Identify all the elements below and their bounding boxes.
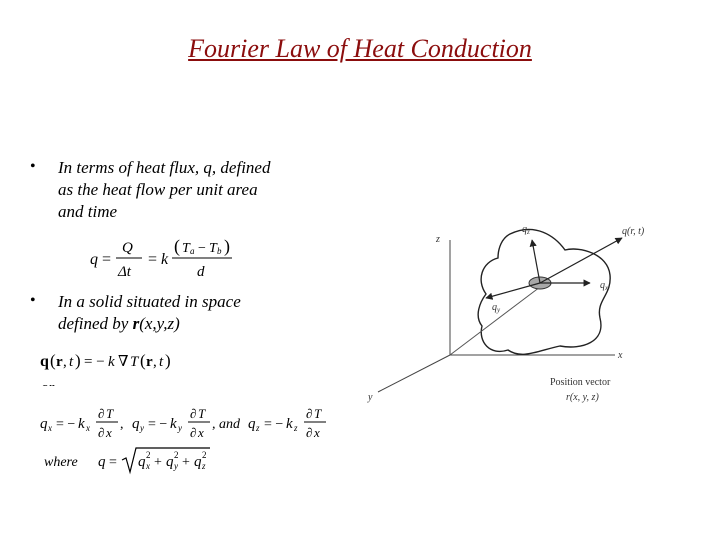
- bullet-1-text: [58, 157, 270, 223]
- svg-text:(: (: [140, 351, 146, 370]
- svg-text:q: q: [40, 416, 48, 432]
- svg-text:q: q: [194, 454, 202, 470]
- bullet-2-line-2: defined by r(x,y,z): [58, 314, 180, 333]
- svg-text:k: k: [78, 416, 85, 432]
- svg-text:T: T: [130, 354, 139, 370]
- svg-text:q: q: [248, 416, 256, 432]
- svg-text:k: k: [170, 416, 177, 432]
- svg-text:r: r: [146, 354, 153, 370]
- svg-text:z: z: [256, 423, 260, 433]
- z-axis-label: z: [436, 234, 440, 245]
- heat-flux-equation: [86, 232, 236, 280]
- svg-text:d: d: [197, 264, 205, 280]
- svg-text:+: +: [154, 455, 162, 470]
- svg-text:y: y: [174, 461, 178, 471]
- svg-text:2: 2: [174, 450, 179, 460]
- svg-text:x: x: [86, 423, 90, 433]
- svg-text:t: t: [159, 354, 164, 370]
- slide-title: Fourier Law of Heat Conduction: [188, 34, 532, 63]
- svg-text:t: t: [69, 354, 74, 370]
- svg-text:∂: ∂: [190, 406, 197, 421]
- where-label: where: [44, 455, 78, 470]
- svg-text:=: =: [148, 251, 158, 268]
- svg-text:= −: = −: [84, 354, 105, 370]
- y-axis-label: y: [368, 392, 373, 403]
- svg-text:,: ,: [63, 354, 67, 370]
- bullet-2-marker: •: [30, 292, 36, 309]
- bullet-1-line-2: as the heat flow per unit area: [58, 180, 258, 199]
- svg-text:= −: = −: [264, 417, 284, 432]
- svg-text:b: b: [217, 246, 222, 256]
- flux-vector-qz: [532, 240, 540, 283]
- svg-text:z: z: [202, 461, 206, 471]
- svg-text:z: z: [294, 423, 298, 433]
- position-vector-line: [450, 287, 540, 355]
- bullet-2-line-1: In a solid situated in space: [58, 292, 241, 311]
- bullet-1-line-1: In terms of heat flux, q, defined: [58, 158, 271, 177]
- svg-text:(: (: [50, 351, 56, 370]
- svg-text:k: k: [161, 251, 169, 268]
- svg-text:Q: Q: [122, 240, 133, 256]
- label-qz: $q_z$: [522, 224, 530, 236]
- label-qy: $q_y$: [492, 302, 501, 314]
- svg-text:): ): [224, 236, 230, 256]
- svg-text:a: a: [190, 246, 195, 256]
- flux-vector-qy: [486, 283, 540, 298]
- svg-text:): ): [75, 351, 81, 370]
- svg-text:x: x: [106, 425, 112, 440]
- svg-text:k: k: [286, 416, 293, 432]
- svg-text:∂: ∂: [190, 425, 197, 440]
- svg-text:= −: = −: [148, 417, 168, 432]
- svg-text:= −: = −: [56, 417, 76, 432]
- position-vector-symbol: r: [132, 314, 140, 333]
- diagram-caption-line-1: Position vector: [550, 377, 611, 388]
- solid-body-outline: [478, 229, 610, 354]
- and-label: , and: [212, 417, 240, 432]
- svg-text:T: T: [209, 241, 217, 256]
- bullet-1-line-3: and time: [58, 202, 118, 221]
- svg-text:y: y: [140, 423, 144, 433]
- svg-text:∇: ∇: [118, 354, 129, 370]
- svg-text:x: x: [198, 425, 204, 440]
- svg-text:q: q: [138, 454, 146, 470]
- svg-text:∂: ∂: [306, 425, 313, 440]
- svg-text:2: 2: [202, 450, 207, 460]
- svg-text:): ): [165, 351, 171, 370]
- svg-text:r: r: [56, 354, 63, 370]
- svg-text:q: q: [132, 416, 140, 432]
- svg-text:∂: ∂: [98, 425, 105, 440]
- bullet-1-marker: •: [30, 158, 36, 175]
- heat-flux-diagram: [360, 210, 680, 410]
- svg-text:k: k: [108, 354, 115, 370]
- svg-text:T: T: [198, 406, 206, 421]
- svg-text:T: T: [182, 241, 190, 256]
- svg-text:q: q: [166, 454, 174, 470]
- svg-text:−: −: [198, 241, 206, 256]
- bullet-2-text: [58, 291, 241, 335]
- svg-text:(: (: [174, 236, 180, 256]
- svg-text:q: q: [40, 353, 49, 370]
- svg-text:T: T: [106, 406, 114, 421]
- svg-text:Δt: Δt: [118, 264, 131, 280]
- svg-text:∂: ∂: [98, 406, 105, 421]
- svg-text:T: T: [314, 406, 322, 421]
- svg-text:x: x: [48, 423, 52, 433]
- svg-text:,: ,: [120, 417, 124, 432]
- fourier-law-equations: [38, 348, 338, 476]
- svg-text:x: x: [314, 425, 320, 440]
- diagram-caption-line-2: r(x, y, z): [566, 392, 599, 403]
- svg-text:=: =: [102, 251, 112, 268]
- svg-text:y: y: [178, 423, 182, 433]
- svg-text:2: 2: [146, 450, 151, 460]
- svg-text:,: ,: [153, 354, 157, 370]
- label-qx: $q_x$: [600, 280, 609, 292]
- svg-text:∂: ∂: [306, 406, 313, 421]
- svg-text:+: +: [182, 455, 190, 470]
- svg-text:q: q: [90, 251, 98, 268]
- label-q-r-t: q(r, t): [622, 226, 645, 237]
- svg-text:=: =: [109, 455, 117, 470]
- svg-text:x: x: [146, 461, 150, 471]
- svg-text:q: q: [98, 454, 106, 470]
- x-axis-label: x: [618, 350, 623, 361]
- y-axis: [378, 355, 450, 392]
